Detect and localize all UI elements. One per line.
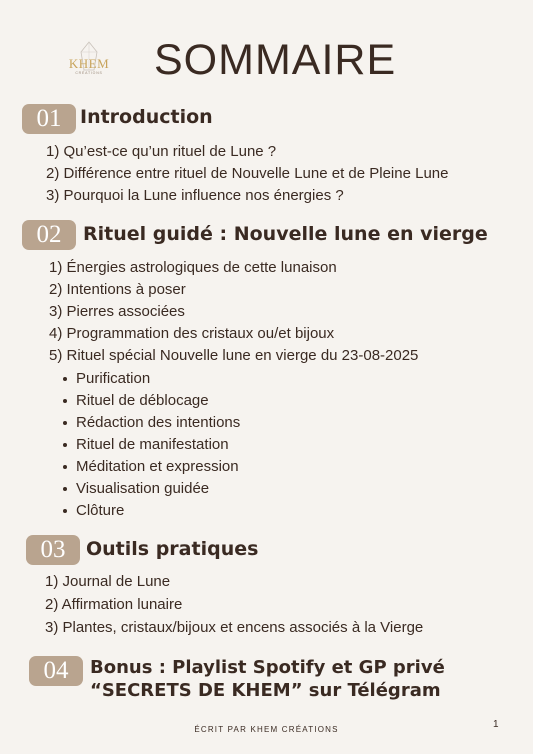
footer-credit: ÉCRIT PAR KHEM CRÉATIONS [194,725,339,734]
page-title: SOMMAIRE [154,36,397,84]
sub-list-item: Purification [76,370,151,387]
sub-list-item: Rituel de déblocage [76,392,209,409]
sub-list-item: Visualisation guidée [76,480,210,497]
list-item: 4) Programmation des cristaux ou/et bijoux [49,325,335,342]
list-item: 1) Énergies astrologiques de cette lunaison [49,259,337,276]
sub-list-item: Clôture [76,502,125,519]
bullet-icon [63,465,67,469]
khem-logo [64,40,114,84]
bullet-icon [63,443,67,447]
sub-list-item: Rédaction des intentions [76,414,241,431]
bullet-icon [63,399,67,403]
list-item: 2) Affirmation lunaire [45,596,183,613]
bullet-icon [63,487,67,491]
list-item: 3) Plantes, cristaux/bijoux et encens associés à la Vierge [45,619,424,636]
section-title-introduction: Introduction [80,106,213,128]
list-item: 3) Pourquoi la Lune influence nos énergies ? [46,187,344,204]
bullet-icon [63,509,67,513]
sub-list-item: Méditation et expression [76,458,239,475]
list-item: 1) Qu’est-ce qu’un rituel de Lune ? [46,143,277,160]
list-item: 2) Différence entre rituel de Nouvelle Lune et de Pleine Lune [46,165,449,182]
logo-subtitle: CRÉATIONS [75,71,103,75]
section-title-bonus-line2: “SECRETS DE KHEM” sur Télégram [90,680,441,701]
section-title-bonus-line1: Bonus : Playlist Spotify et GP privé [90,657,445,678]
section-number-03: 03 [26,535,80,565]
list-item: 1) Journal de Lune [45,573,171,590]
section-number-01: 01 [22,104,76,134]
logo-text: KHEM [68,56,110,71]
section-title-outils-pratiques: Outils pratiques [86,538,259,560]
list-item: 5) Rituel spécial Nouvelle lune en vierge du 23-08-2025 [49,347,419,364]
section-number-02: 02 [22,220,76,250]
section-number-04: 04 [29,656,83,686]
section-title-rituel-guide: Rituel guidé : Nouvelle lune en vierge [83,223,488,245]
page-number: 1 [493,719,499,730]
bullet-icon [63,377,67,381]
list-item: 2) Intentions à poser [49,281,186,298]
list-item: 3) Pierres associées [49,303,185,320]
bullet-icon [63,421,67,425]
sub-list-item: Rituel de manifestation [76,436,229,453]
